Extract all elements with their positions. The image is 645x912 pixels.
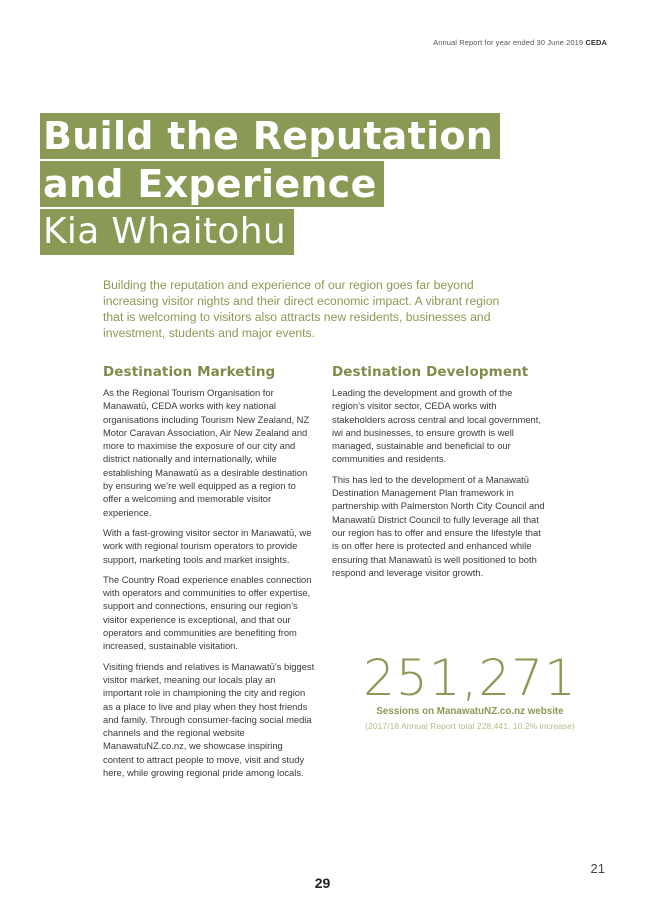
stat-label: Sessions on ManawatuNZ.co.nz website [376,706,564,717]
marketing-paragraph: As the Regional Tourism Organisation for Manawatū, CEDA works with key national organisations including Tourism New Zealand, NZ Motor Caravan Association, Air New Zealand and more to maximise the exposure of our city and district nationally and internationally, while establishing Manawatū as a desirable destination by ensuring we’re well equipped as a region to offer a welcoming and memorable visitor experience. [103,387,310,518]
website-sessions-stat [350,648,590,731]
intro-paragraph: Building the reputation and experience of our region goes far beyond increasing visitor nights and their direct economic impact. A vibrant region that is welcoming to visitors also attracts new residents, businesses and investment, students and major events. [103,278,500,340]
marketing-paragraph: With a fast-growing visitor sector in Manawatū, we work with regional tourism operators to provide support, marketing tools and market insights. [103,526,312,565]
destination-development-section [332,364,547,586]
page-number-printed: 21 [590,861,605,876]
marketing-paragraph: The Country Road experience enables connection with operators and communities to offer expertise, support and connections, ensuring our region’s visitor experience is exceptional, and that our operators and communities are benefiting from increased, sustainable visitation. [103,573,312,652]
title-line-2: and Experience [40,161,384,207]
report-period-text: Annual Report for year ended 30 June 2019 [433,38,584,47]
title-line-1: Build the Reputation [40,113,500,159]
org-name: CEDA [585,38,607,47]
page-title [40,113,500,255]
stat-number: 251,271 [363,649,577,707]
stat-comparison-note: (2017/18 Annual Report total 228,441; 10.2% increase) [365,721,575,731]
development-paragraph: This has led to the development of a Manawatū Destination Management Plan framework in partnership with Palmerston North City Council and Manawatū District Council to fully leverage all that our region has to offer and ensure the lifestyle that is on offer here is protected and enhanced while ensuring that Manawatū is well positioned to both respond and leverage visitor growth. [332,473,545,578]
destination-marketing-section [103,364,315,786]
destination-development-heading: Destination Development [332,364,529,380]
development-paragraph: Leading the development and growth of the region’s visitor sector, CEDA works with stakeholders across central and local government, iwi and businesses, to ensure growth is well managed, sustainable and beneficial to our communities and residents. [332,387,541,465]
page-number-viewer: 29 [314,875,331,891]
destination-marketing-heading: Destination Marketing [103,364,276,380]
running-header [433,38,607,47]
marketing-paragraph: Visiting friends and relatives is Manawatū’s biggest visitor market, meaning our locals play an important role in championing the city and region as a place to live and play when they host friends and family. Through consumer-facing social media channels and the regional website ManawatuNZ.co.nz, we showcase inspiring content to attract people to move, visit and study here, while growing regional pride among locals. [103,660,315,779]
title-maori-subtitle: Kia Whaitohu [40,209,294,255]
